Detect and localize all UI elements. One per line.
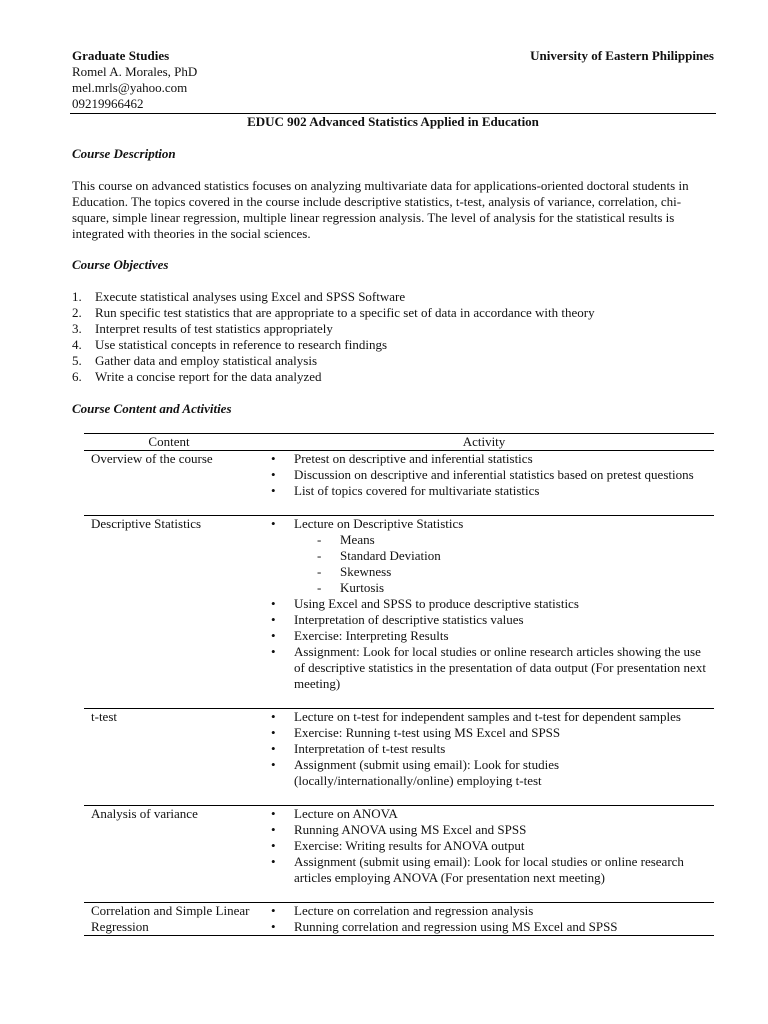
header-left — [72, 48, 197, 112]
objectives-list — [72, 289, 595, 385]
activity-text: Exercise: Writing results for ANOVA output — [294, 838, 525, 853]
objective-text: Execute statistical analyses using Excel and SPSS Software — [95, 289, 406, 304]
activity-cell — [254, 451, 714, 516]
objective-number: 6. — [72, 369, 82, 384]
activity-subitem: - Skewness — [294, 564, 714, 580]
activity-text: Lecture on t-test for independent samples and t-test for dependent samples — [294, 709, 681, 724]
activity-subitem: - Kurtosis — [294, 580, 714, 596]
content-table — [84, 433, 714, 936]
activity-item — [254, 483, 714, 499]
activity-text: Assignment (submit using email): Look for local studies or online research articles employing ANOVA (For presentation next meeting) — [294, 854, 684, 885]
description-heading: Course Description — [72, 146, 176, 161]
activity-item — [254, 838, 714, 854]
table-row — [84, 903, 714, 936]
activity-item — [254, 628, 714, 644]
activity-subitem: - Means — [294, 532, 714, 548]
objective-number: 5. — [72, 353, 82, 368]
activity-text: Interpretation of descriptive statistics values — [294, 612, 524, 627]
objectives-heading: Course Objectives — [72, 257, 169, 272]
content-cell: Analysis of variance — [84, 806, 254, 903]
table-row — [84, 806, 714, 903]
activity-cell — [254, 806, 714, 903]
activity-item — [254, 644, 714, 692]
activity-text: Exercise: Running t-test using MS Excel and SPSS — [294, 725, 561, 740]
activity-text: Assignment (submit using email): Look for studies (locally/internationally/online) employing t-test — [294, 757, 560, 788]
activity-list — [254, 903, 714, 935]
activity-text: Using Excel and SPSS to produce descriptive statistics — [294, 596, 579, 611]
content-heading: Course Content and Activities — [72, 401, 232, 416]
objective-item — [72, 353, 595, 369]
unit-name: Graduate Studies — [72, 48, 170, 63]
activity-text: Exercise: Interpreting Results — [294, 628, 449, 643]
activity-text: Running correlation and regression using MS Excel and SPSS — [294, 919, 618, 934]
activity-list — [254, 516, 714, 708]
description-text: This course on advanced statistics focuses on analyzing multivariate data for applications-oriented doctoral students in Education. The topics covered in the course include descriptive statistics, t-test, analysis of variance, correlation, chi-square, simple linear regression, multiple linear regression analysis. The level of analysis for the statistical results is integrated with theories in the social sciences. — [72, 178, 689, 241]
objective-item — [72, 289, 595, 305]
activity-text: Interpretation of t-test results — [294, 741, 446, 756]
activity-item — [254, 516, 714, 596]
content-cell: Descriptive Statistics — [84, 516, 254, 709]
objective-text: Write a concise report for the data analyzed — [95, 369, 322, 384]
instructor-email: mel.mrls@yahoo.com — [72, 80, 188, 95]
activity-item — [254, 822, 714, 838]
activity-item — [254, 903, 714, 919]
activity-item — [254, 806, 714, 822]
objective-number: 2. — [72, 305, 82, 320]
objective-number: 1. — [72, 289, 82, 304]
objective-item — [72, 321, 595, 337]
instructor-phone: 09219966462 — [72, 96, 144, 111]
activity-item — [254, 741, 714, 757]
activity-list — [254, 806, 714, 902]
activity-cell — [254, 516, 714, 709]
activity-sublist — [294, 532, 714, 596]
activity-subitem: - Standard Deviation — [294, 548, 714, 564]
activity-item — [254, 725, 714, 741]
activity-item — [254, 451, 714, 467]
activity-text: List of topics covered for multivariate statistics — [294, 483, 540, 498]
activity-list — [254, 451, 714, 515]
activity-item — [254, 467, 714, 483]
activity-text: Assignment: Look for local studies or online research articles showing the use of descriptive statistics in the presentation of data output (For presentation next meeting) — [294, 644, 706, 691]
activity-column-header: Activity — [254, 434, 714, 451]
table-row — [84, 709, 714, 806]
course-title: EDUC 902 Advanced Statistics Applied in Education — [247, 114, 539, 129]
activity-cell — [254, 709, 714, 806]
objective-number: 3. — [72, 321, 82, 336]
content-table-header — [84, 434, 714, 451]
content-column-header: Content — [84, 434, 254, 451]
activity-text: Pretest on descriptive and inferential statistics — [294, 451, 533, 466]
activity-item — [254, 854, 714, 886]
activity-item — [254, 757, 714, 789]
content-cell: Correlation and Simple Linear Regression — [84, 903, 254, 936]
activity-item — [254, 709, 714, 725]
table-row — [84, 516, 714, 709]
activity-cell — [254, 903, 714, 936]
activity-text: Discussion on descriptive and inferential statistics based on pretest questions — [294, 467, 694, 482]
table-row — [84, 451, 714, 516]
content-cell: t-test — [84, 709, 254, 806]
content-cell: Overview of the course — [84, 451, 254, 516]
objective-text: Use statistical concepts in reference to research findings — [95, 337, 388, 352]
activity-text: Lecture on ANOVA — [294, 806, 398, 821]
activity-item — [254, 612, 714, 628]
activity-item — [254, 919, 714, 935]
activity-list — [254, 709, 714, 805]
objective-text: Run specific test statistics that are appropriate to a specific set of data in accordance with theory — [95, 305, 595, 320]
activity-text: Lecture on Descriptive Statistics — [294, 516, 464, 531]
objective-item — [72, 337, 595, 353]
activity-text: Running ANOVA using MS Excel and SPSS — [294, 822, 527, 837]
instructor-name: Romel A. Morales, PhD — [72, 64, 198, 79]
activity-item — [254, 596, 714, 612]
objective-item — [72, 369, 595, 385]
objective-text: Interpret results of test statistics appropriately — [95, 321, 333, 336]
activity-text: Lecture on correlation and regression analysis — [294, 903, 534, 918]
objective-item — [72, 305, 595, 321]
objective-number: 4. — [72, 337, 82, 352]
university-name: University of Eastern Philippines — [530, 48, 714, 63]
objective-text: Gather data and employ statistical analysis — [95, 353, 318, 368]
